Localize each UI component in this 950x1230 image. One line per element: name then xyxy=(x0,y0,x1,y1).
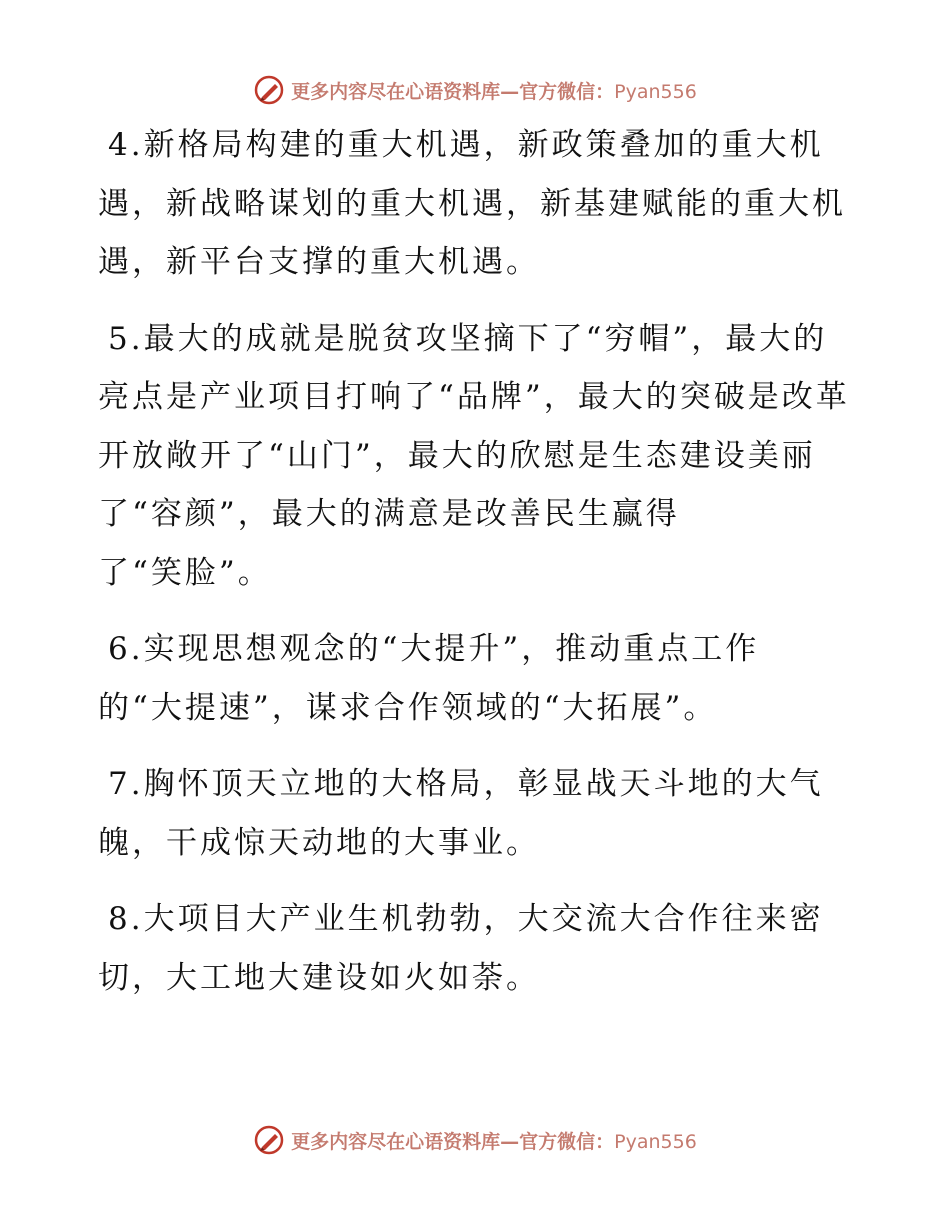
pen-logo-icon xyxy=(253,1124,285,1156)
footer-watermark xyxy=(0,1120,950,1160)
paragraph-5: 5.最大的成就是脱贫攻坚摘下了“穷帽”，最大的亮点是产业项目打响了“品牌”，最大的突破是改革开放敞开了“山门”，最大的欣慰是生态建设美丽了“容颜”，最大的满意是改善民生赢得 了“笑脸”。 xyxy=(98,320,850,591)
paragraph-4: 4.新格局构建的重大机遇，新政策叠加的重大机遇，新战略谋划的重大机遇，新基建赋能的重大机遇，新平台支撑的重大机遇。 xyxy=(98,127,846,280)
pen-logo-icon xyxy=(253,74,285,106)
document-body xyxy=(98,116,858,1025)
watermark-text: 更多内容尽在心语资料库—官方微信：Pyan556 xyxy=(291,1130,697,1153)
watermark-text: 更多内容尽在心语资料库—官方微信：Pyan556 xyxy=(291,80,697,103)
paragraph-8: 8.大项目大产业生机勃勃，大交流大合作往来密切，大工地大建设如火如荼。 xyxy=(98,901,824,996)
header-watermark xyxy=(0,70,950,110)
paragraph-7: 7.胸怀顶天立地的大格局，彰显战天斗地的大气魄，干成惊天动地的大事业。 xyxy=(98,766,824,861)
paragraph-6: 6.实现思想观念的“大提升”，推动重点工作 的“大提速”，谋求合作领域的“大拓展”。 xyxy=(98,631,760,726)
